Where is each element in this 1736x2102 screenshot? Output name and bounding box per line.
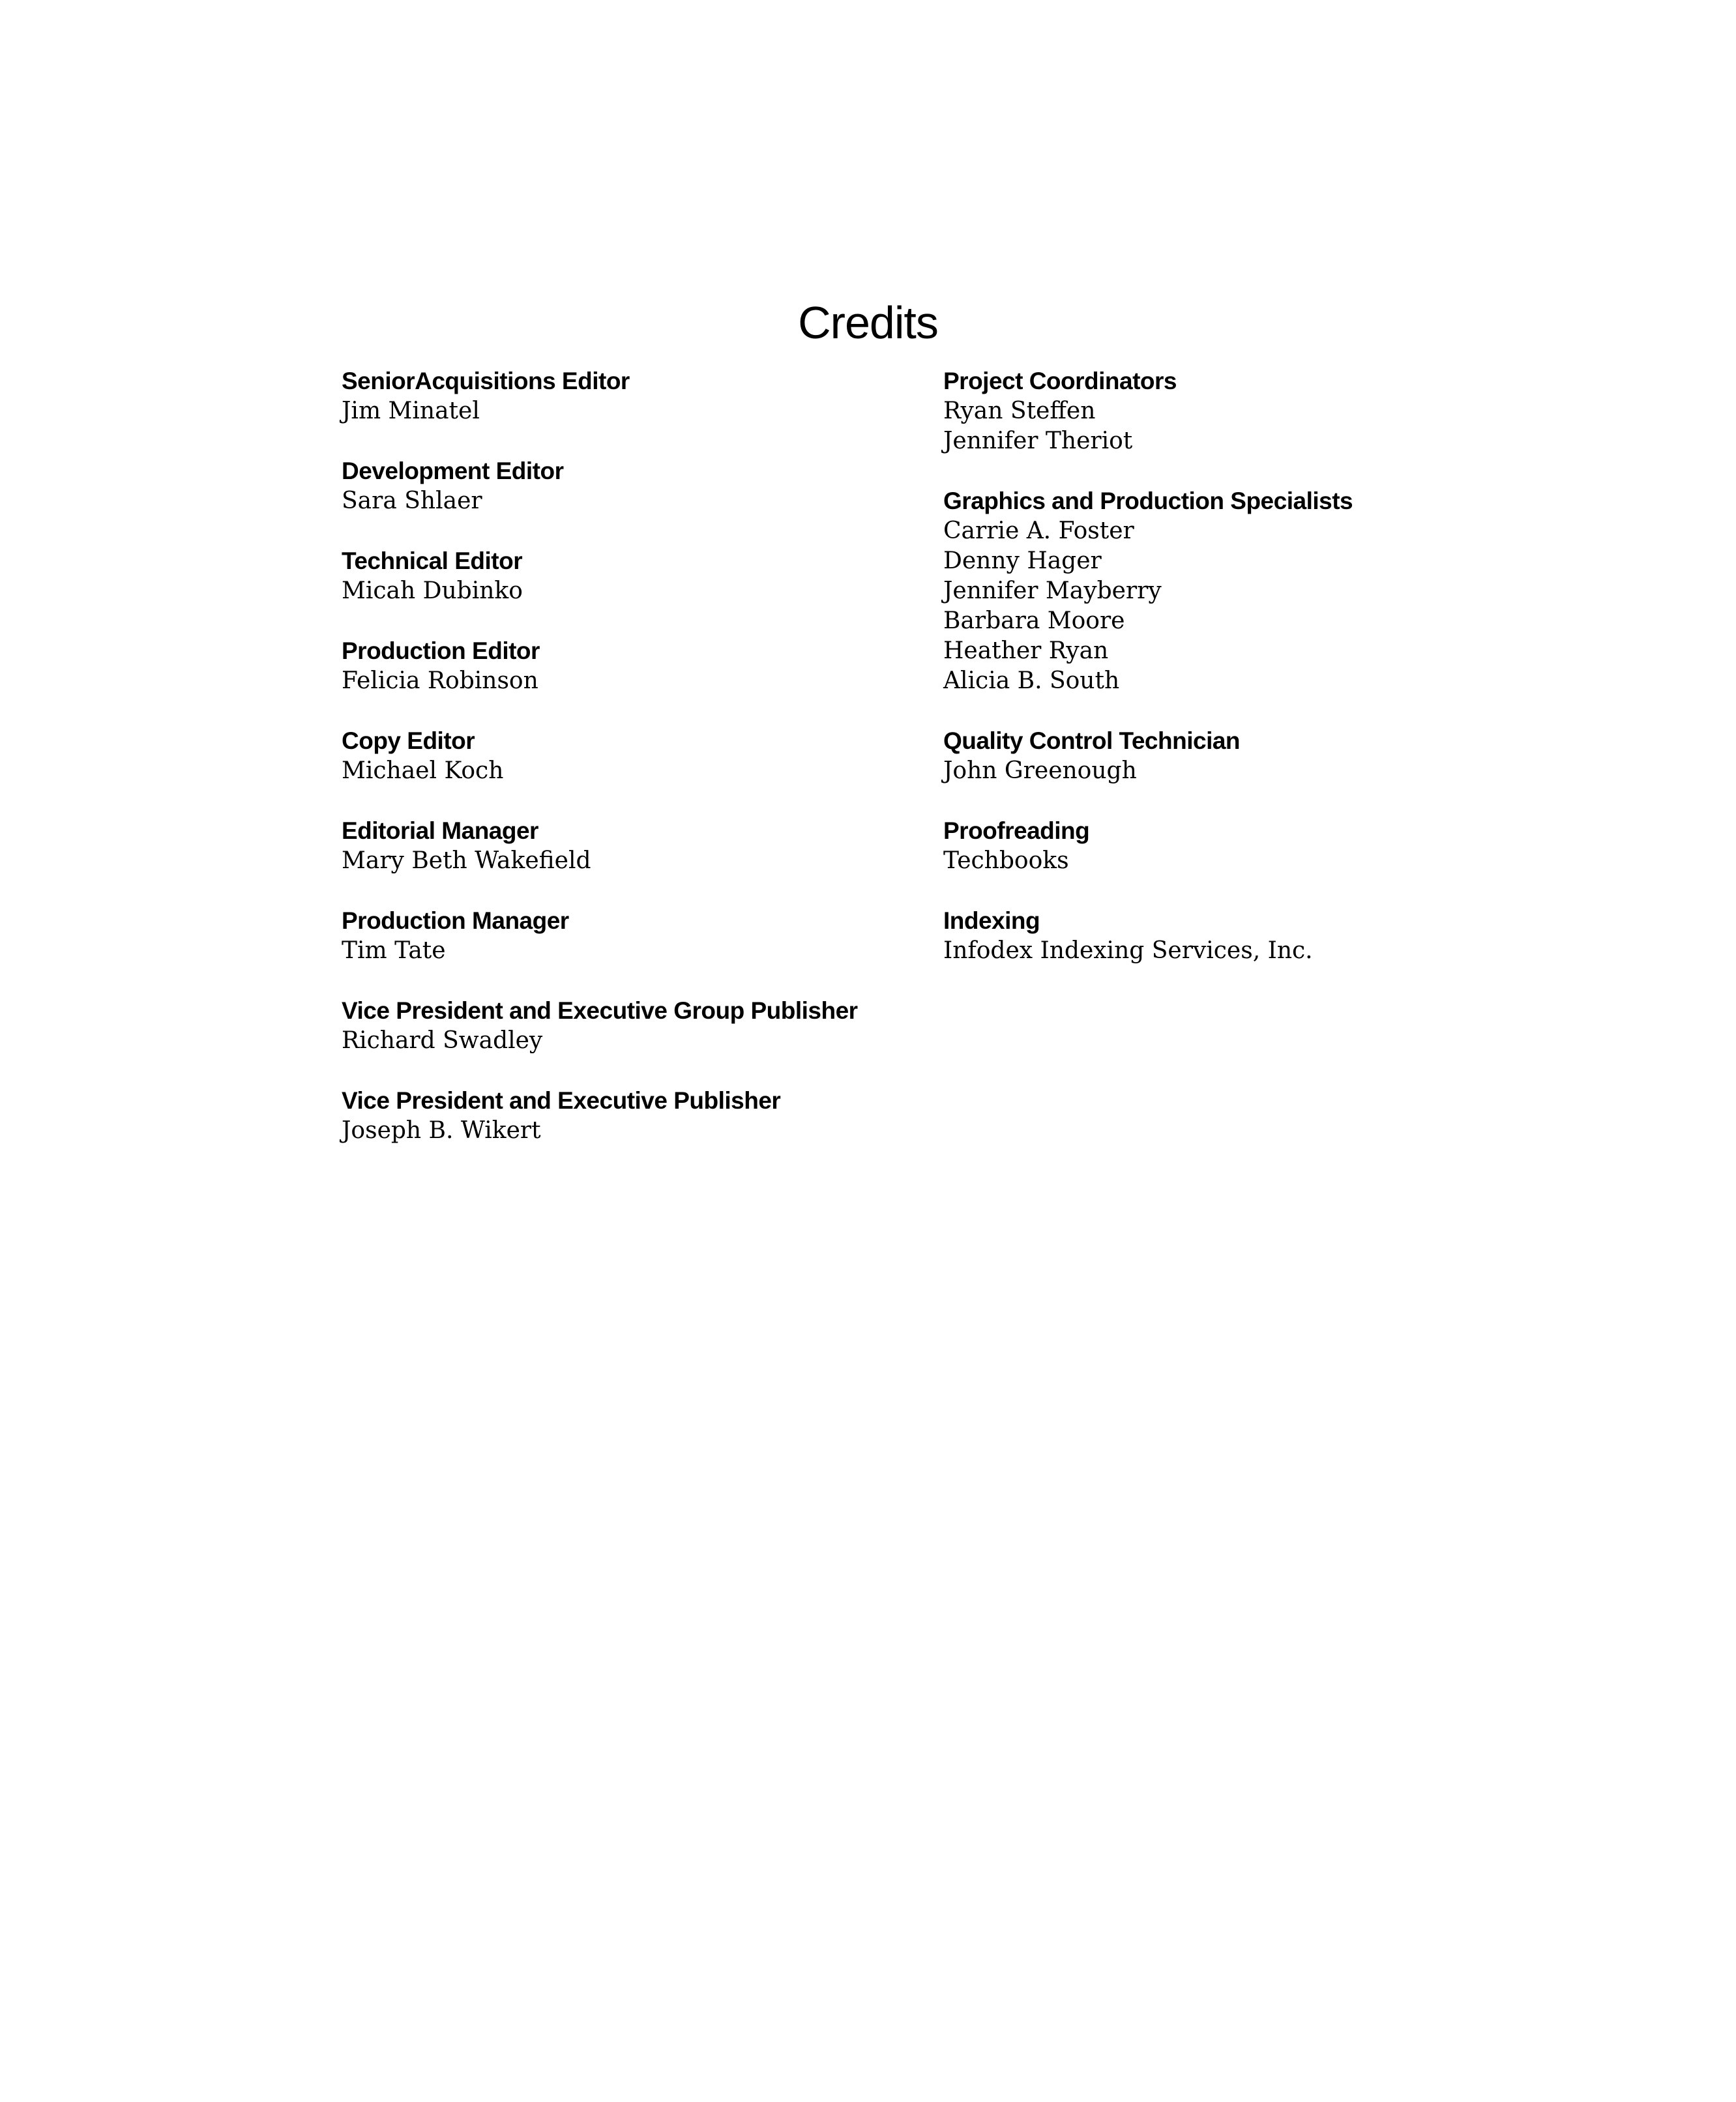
credit-name: Carrie A. Foster xyxy=(943,518,1134,544)
credit-group xyxy=(342,366,915,426)
credit-group xyxy=(342,456,915,516)
credit-group xyxy=(342,996,915,1056)
credit-role: Production Manager xyxy=(342,907,569,934)
page-title: Credits xyxy=(798,297,938,348)
credit-group xyxy=(342,906,915,966)
credit-name: Ryan Steffen xyxy=(943,398,1096,424)
credit-name: Michael Koch xyxy=(342,757,504,784)
credit-role: Copy Editor xyxy=(342,727,475,754)
credit-role: Development Editor xyxy=(342,458,564,484)
credits-right-column xyxy=(943,366,1595,996)
credit-name: Heather Ryan xyxy=(943,637,1109,664)
credit-name: Techbooks xyxy=(943,847,1069,874)
credit-name: Jennifer Mayberry xyxy=(943,577,1162,604)
credit-name: Infodex Indexing Services, Inc. xyxy=(943,937,1313,964)
credits-left-column xyxy=(342,366,915,1176)
credit-role: Graphics and Production Specialists xyxy=(943,488,1353,514)
credit-role: Indexing xyxy=(943,907,1040,934)
credit-name: Sara Shlaer xyxy=(342,488,482,514)
credit-group xyxy=(943,816,1595,876)
credit-name: Jennifer Theriot xyxy=(943,428,1133,454)
credit-name: Micah Dubinko xyxy=(342,577,523,604)
credit-name: Joseph B. Wikert xyxy=(342,1117,541,1144)
credit-group xyxy=(943,366,1595,456)
credit-group xyxy=(342,1086,915,1146)
credit-role: Proofreading xyxy=(943,817,1090,844)
credit-role: Technical Editor xyxy=(342,547,523,574)
credit-role: Quality Control Technician xyxy=(943,727,1241,754)
credit-group xyxy=(342,726,915,786)
credit-name: Jim Minatel xyxy=(342,398,480,424)
credit-role: Project Coordinators xyxy=(943,368,1177,394)
credit-name: Felicia Robinson xyxy=(342,667,538,694)
credit-role: SeniorAcquisitions Editor xyxy=(342,368,630,394)
credit-role: Vice President and Executive Publisher xyxy=(342,1087,781,1114)
credit-name: Mary Beth Wakefield xyxy=(342,847,591,874)
credit-group xyxy=(943,726,1595,786)
credit-name: Richard Swadley xyxy=(342,1027,543,1054)
credit-name: Barbara Moore xyxy=(943,607,1125,634)
credit-group xyxy=(342,816,915,876)
credit-role: Vice President and Executive Group Publisher xyxy=(342,997,858,1024)
credit-name: Tim Tate xyxy=(342,937,446,964)
credit-role: Editorial Manager xyxy=(342,817,538,844)
credit-name: Denny Hager xyxy=(943,547,1102,574)
credit-role: Production Editor xyxy=(342,637,540,664)
credit-group xyxy=(943,486,1595,696)
credit-name: Alicia B. South xyxy=(943,667,1120,694)
credit-group xyxy=(342,636,915,696)
credit-group xyxy=(943,906,1595,966)
credit-name: John Greenough xyxy=(943,757,1137,784)
credit-group xyxy=(342,546,915,606)
